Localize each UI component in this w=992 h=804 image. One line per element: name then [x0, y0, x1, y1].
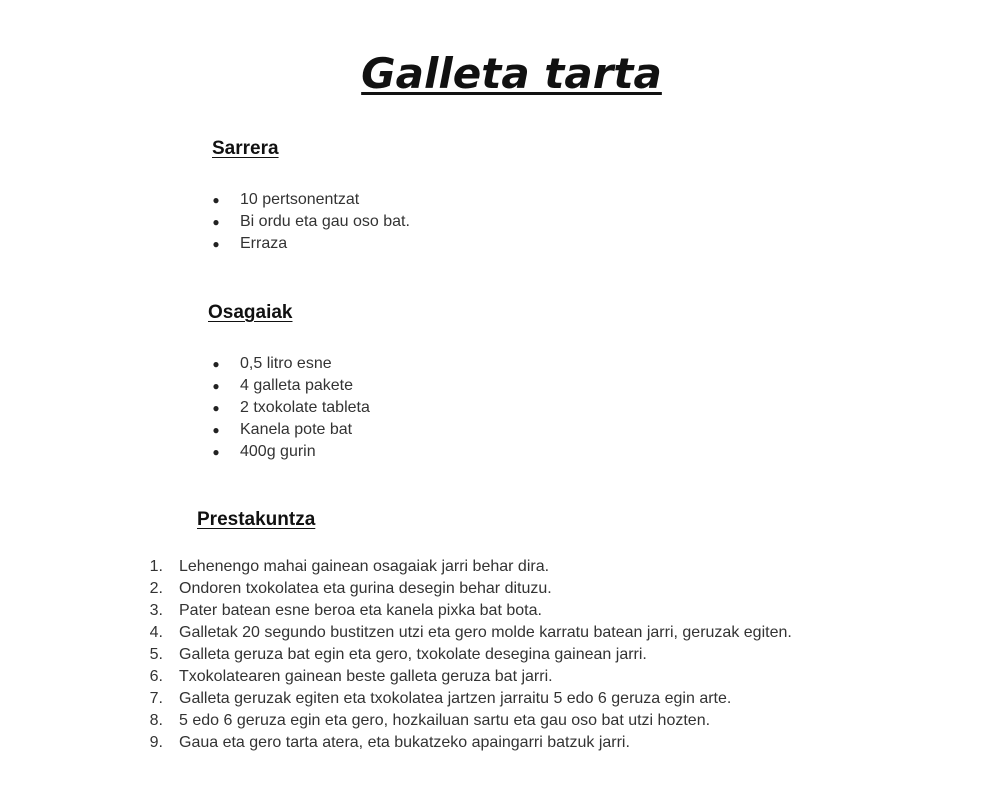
step-number: 4.: [149, 624, 163, 641]
step-text: Galleta geruzak egiten eta txokolatea jartzen jarraitu 5 edo 6 geruza egin arte.: [179, 690, 732, 707]
step-number: 7.: [149, 690, 163, 707]
list-item-text: 4 galleta pakete: [240, 377, 353, 394]
step-text: Ondoren txokolatea eta gurina desegin behar dituzu.: [179, 580, 552, 597]
step-text: Galleta geruza bat egin eta gero, txokolate desegina gainean jarri.: [179, 646, 647, 663]
bullet-icon: ●: [212, 193, 220, 207]
step-number: 1.: [149, 558, 163, 575]
step-number: 8.: [149, 712, 163, 729]
section-heading-prestakuntza: Prestakuntza: [197, 509, 316, 530]
section-heading-sarrera: Sarrera: [212, 138, 279, 159]
list-item-text: 400g gurin: [240, 443, 316, 460]
list-item-text: 0,5 litro esne: [240, 355, 332, 372]
step-text: Galletak 20 segundo bustitzen utzi eta gero molde karratu batean jarri, geruzak egiten.: [179, 624, 792, 641]
bullet-icon: ●: [212, 379, 220, 393]
step-number: 9.: [149, 734, 163, 751]
bullet-icon: ●: [212, 215, 220, 229]
list-item-text: Bi ordu eta gau oso bat.: [240, 213, 410, 230]
bullet-icon: ●: [212, 237, 220, 251]
list-item-text: 10 pertsonentzat: [240, 191, 360, 208]
bullet-icon: ●: [212, 423, 220, 437]
list-item-text: Kanela pote bat: [240, 421, 353, 438]
section-heading-osagaiak: Osagaiak: [208, 302, 293, 323]
list-item-text: Erraza: [240, 235, 288, 252]
bullet-icon: ●: [212, 357, 220, 371]
document-title: Galleta tarta: [361, 49, 662, 98]
step-number: 2.: [149, 580, 163, 597]
step-text: Gaua eta gero tarta atera, eta bukatzeko apaingarri batzuk jarri.: [179, 734, 630, 751]
bullet-icon: ●: [212, 401, 220, 415]
step-text: Pater batean esne beroa eta kanela pixka bat bota.: [179, 602, 542, 619]
bullet-icon: ●: [212, 445, 220, 459]
step-text: Txokolatearen gainean beste galleta geruza bat jarri.: [179, 668, 553, 685]
step-text: 5 edo 6 geruza egin eta gero, hozkailuan sartu eta gau oso bat utzi hozten.: [179, 712, 711, 729]
list-item-text: 2 txokolate tableta: [240, 399, 370, 416]
step-text: Lehenengo mahai gainean osagaiak jarri behar dira.: [179, 558, 550, 575]
step-number: 5.: [149, 646, 163, 663]
step-number: 3.: [149, 602, 163, 619]
step-number: 6.: [149, 668, 163, 685]
